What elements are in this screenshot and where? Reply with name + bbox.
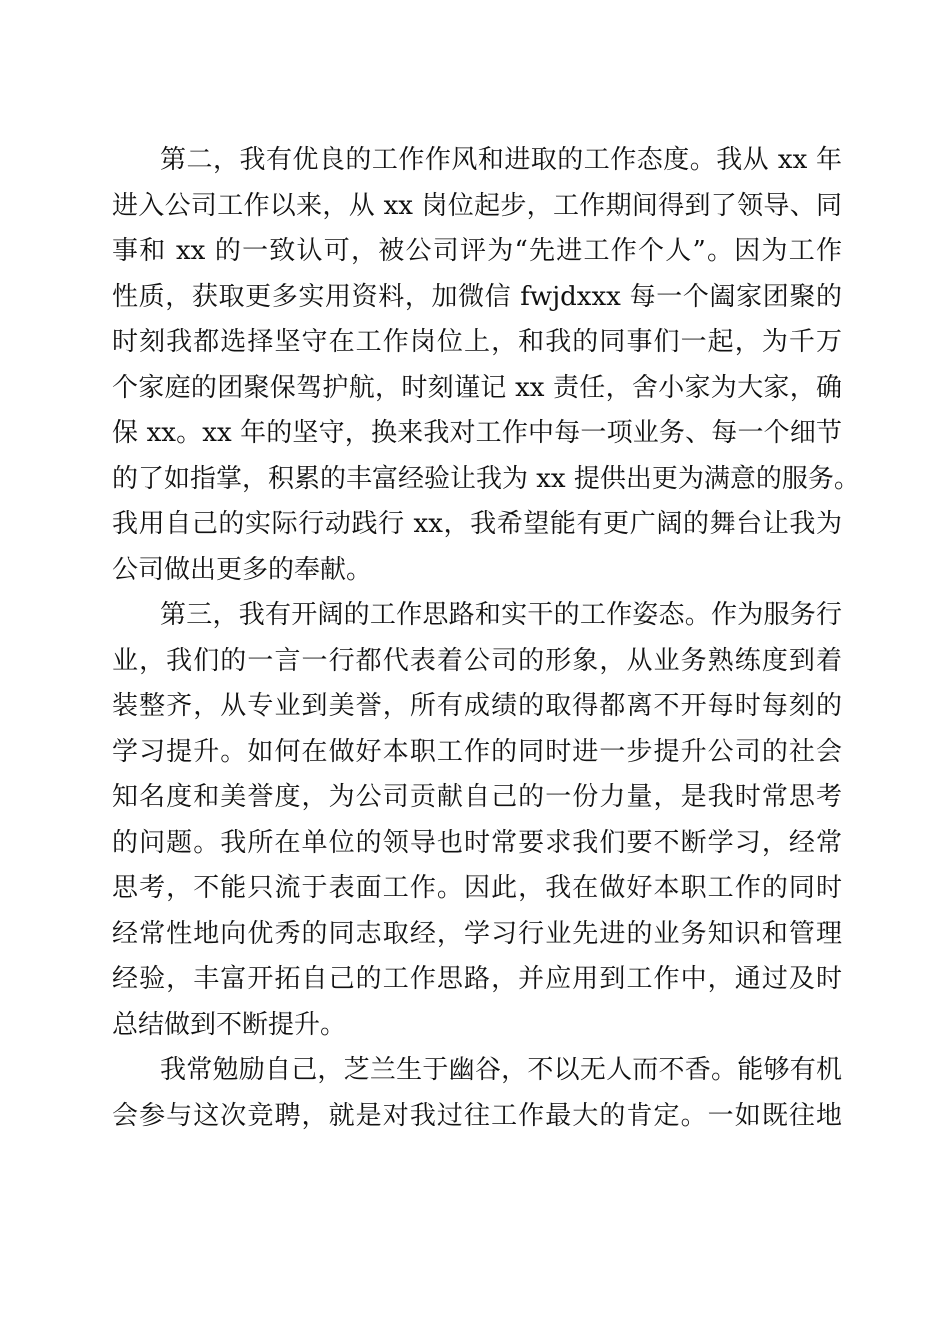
paragraph-2-line-3: 装整齐，从专业到美誉，所有成绩的取得都离不开每时每刻的 [112,691,842,721]
paragraph-1-line-8: 的了如指掌，积累的丰富经验让我为 xx 提供出更为满意的服务。 [112,463,860,494]
paragraph-2-line-5: 知名度和美誉度，为公司贡献自己的一份力量，是我时常思考 [112,782,842,812]
paragraph-2-line-4: 学习提升。如何在做好本职工作的同时进一步提升公司的社会 [112,736,842,767]
paragraph-3-line-1: 我常勉励自己，芝兰生于幽谷，不以无人而不香。能够有机 [160,1055,842,1085]
paragraph-2-line-6: 的问题。我所在单位的领导也时常要求我们要不断学习，经常 [112,827,842,858]
paragraph-2-line-10: 总结做到不断提升。 [112,1009,347,1040]
paragraph-1-line-1: 第二，我有优良的工作作风和进取的工作态度。我从 xx 年 [160,145,842,175]
paragraph-1-line-4: 性质，获取更多实用资料，加微信 fwjdxxx 每一个阖家团聚的 [112,281,842,312]
paragraph-1-line-2: 进入公司工作以来，从 xx 岗位起步，工作期间得到了领导、同 [112,190,842,221]
paragraph-2-line-8: 经常性地向优秀的同志取经，学习行业先进的业务知识和管理 [112,918,842,949]
paragraph-3-line-2: 会参与这次竞聘，就是对我过往工作最大的肯定。一如既往地 [112,1100,842,1131]
paragraph-1-line-9: 我用自己的实际行动践行 xx，我希望能有更广阔的舞台让我为 [112,509,842,539]
paragraph-1-line-6: 个家庭的团聚保驾护航，时刻谨记 xx 责任，舍小家为大家，确 [112,372,842,403]
paragraph-1-line-3: 事和 xx 的一致认可，被公司评为“先进工作个人”。因为工作 [112,236,842,266]
document-body [112,138,860,1139]
paragraph-2-line-7: 思考，不能只流于表面工作。因此，我在做好本职工作的同时 [112,873,842,903]
paragraph-2-line-1: 第三，我有开阔的工作思路和实干的工作姿态。作为服务行 [160,600,842,630]
paragraph-2-line-2: 业，我们的一言一行都代表着公司的形象，从业务熟练度到着 [112,645,842,676]
paragraph-1-line-10: 公司做出更多的奉献。 [112,554,373,585]
paragraph-2-line-9: 经验，丰富开拓自己的工作思路，并应用到工作中，通过及时 [112,964,842,994]
paragraph-1-line-5: 时刻我都选择坚守在工作岗位上，和我的同事们一起，为千万 [112,327,842,357]
paragraph-1-line-7: 保 xx。xx 年的坚守，换来我对工作中每一项业务、每一个细节 [112,418,842,448]
